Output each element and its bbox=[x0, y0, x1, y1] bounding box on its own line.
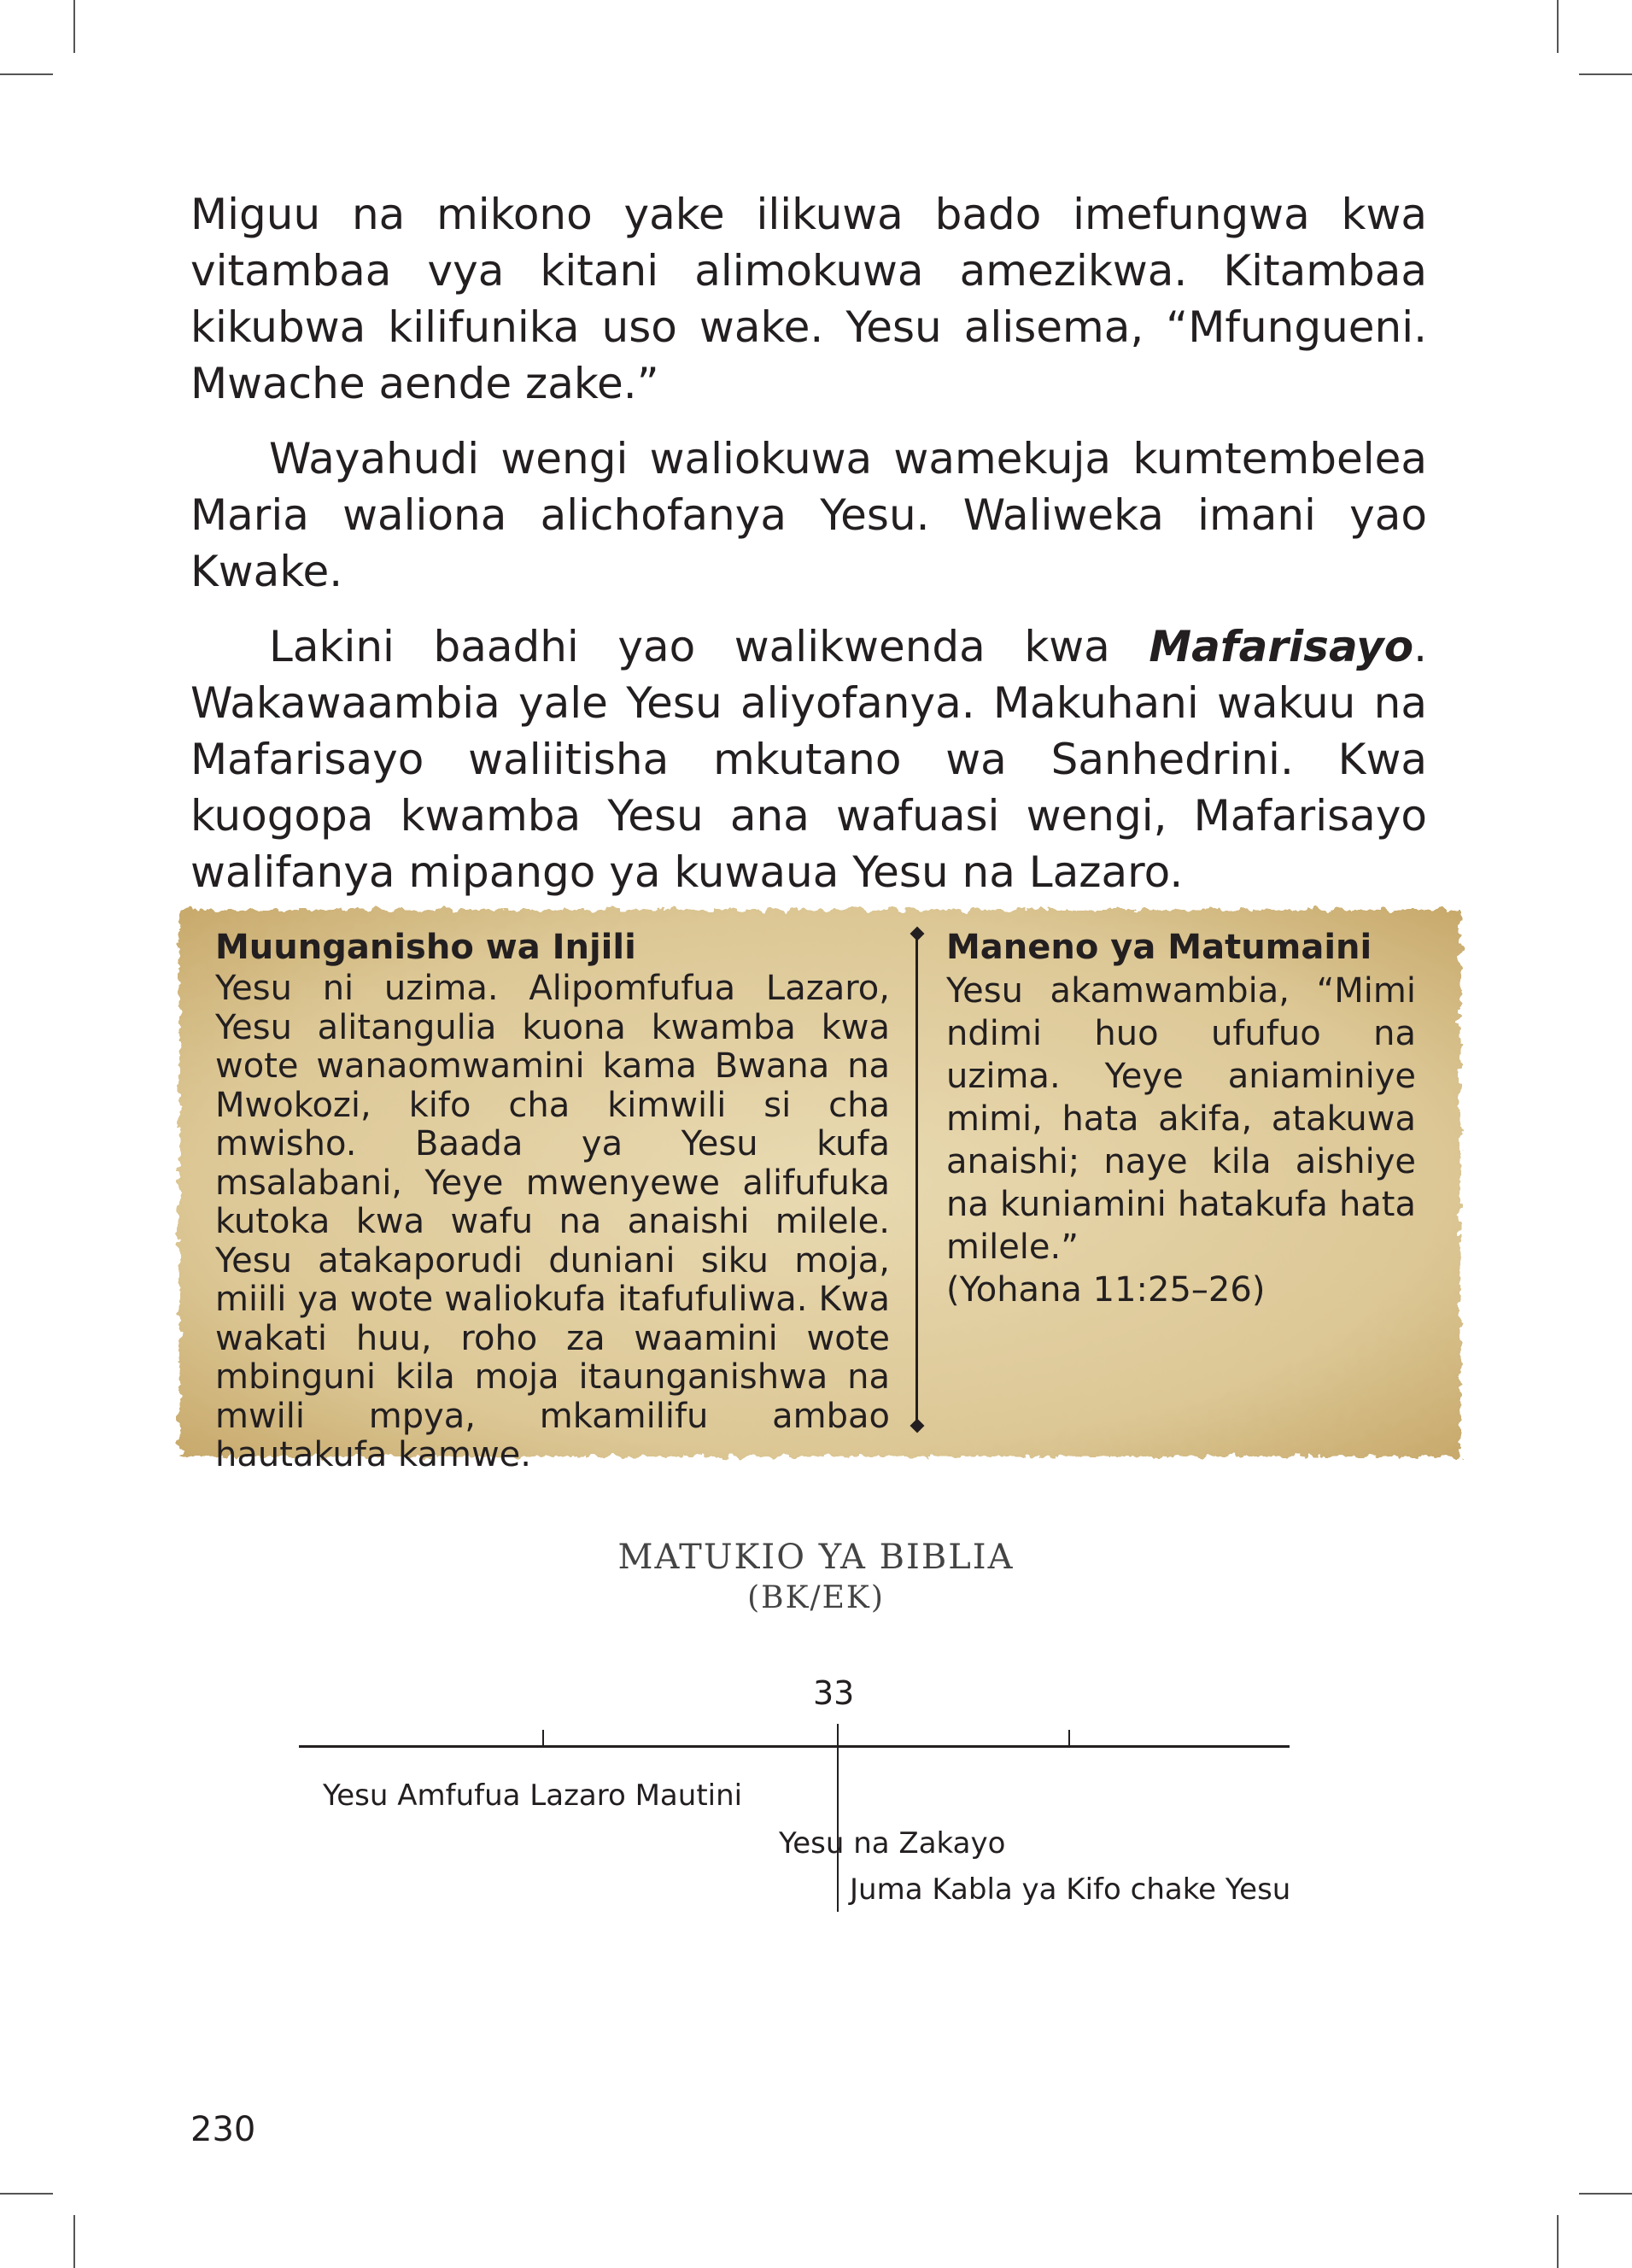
paragraph-3-start: Lakini baadhi yao walikwenda kwa bbox=[269, 622, 1149, 671]
timeline-subtitle: (BK/EK) bbox=[747, 1580, 885, 1615]
term-mafarisayo: Mafarisayo bbox=[1149, 622, 1414, 671]
timeline-tick bbox=[1068, 1730, 1070, 1745]
timeline-year-marker bbox=[837, 1724, 839, 1912]
timeline-title: MATUKIO YA BIBLIA bbox=[617, 1538, 1015, 1577]
timeline-tick bbox=[542, 1730, 544, 1745]
paragraph-3-end: . Wakawaambia yale Yesu aliyofanya. Makuhani wakuu na Mafarisayo waliitisha mkutano wa Sanhedrini. Kwa kuogopa kwamba Yesu ana wafuasi wengi, Mafarisayo walifanya mipango ya kuwaua Yesu na Lazaro. bbox=[190, 622, 1427, 897]
column-divider bbox=[915, 935, 918, 1422]
timeline-axis bbox=[299, 1745, 1290, 1748]
paragraph-2: Wayahudi wengi waliokuwa wamekuja kumtembelea Maria waliona alichofanya Yesu. Waliweka imani yao Kwake. bbox=[190, 434, 1427, 596]
gospel-connection-heading: Muunganisho wa Injili bbox=[215, 928, 636, 967]
timeline-year: 33 bbox=[813, 1674, 855, 1712]
gospel-connection-text: Yesu ni uzima. Alipomfufua Lazaro, Yesu alitangulia kuona kwamba kwa wote wanaomwamini kama Bwana na Mwokozi, kifo cha kimwili si cha mwisho. Baada ya Yesu kufa msalabani, Yeye mwenyewe alifufuka kutoka kwa wafu na anaishi milele. Yesu atakaporudi duniani siku moja, miili ya wote waliokufa itafufuliwa. Kwa wakati huu, roho za waamini wote mbinguni kila moja itaunganishwa na mwili mpya, mkamilifu ambao hautakufa kamwe. bbox=[215, 969, 890, 1474]
words-of-hope-heading: Maneno ya Matumaini bbox=[946, 928, 1372, 967]
crop-mark bbox=[0, 2193, 53, 2195]
parchment-box bbox=[171, 901, 1469, 1474]
words-of-hope-text: Yesu akamwambia, “Mimi ndimi huo ufufuo na uzima. Yeye aniaminiye mimi, hata akifa, atakuwa anaishi; naye kila aishiye na kuniamini hatakufa hata milele.” bbox=[946, 971, 1416, 1267]
scripture-reference: (Yohana 11:25–26) bbox=[946, 1270, 1266, 1310]
crop-mark bbox=[1557, 2215, 1559, 2268]
timeline-event-lazarus: Yesu Amfufua Lazaro Mautini bbox=[323, 1779, 743, 1813]
crop-mark bbox=[1557, 0, 1559, 53]
timeline-event-last-week: Juma Kabla ya Kifo chake Yesu bbox=[850, 1872, 1291, 1907]
story-text bbox=[190, 186, 1427, 919]
crop-mark bbox=[73, 2215, 75, 2268]
crop-mark bbox=[1579, 73, 1632, 75]
crop-mark bbox=[1579, 2193, 1632, 2195]
paragraph-3 bbox=[190, 618, 1427, 900]
paragraph-1: Miguu na mikono yake ilikuwa bado imefungwa kwa vitambaa vya kitani alimokuwa amezikwa. Kitambaa kikubwa kilifunika uso wake. Yesu alisema, “Mfungueni. Mwache aende zake.” bbox=[190, 190, 1427, 408]
words-of-hope bbox=[946, 927, 1416, 1311]
crop-mark bbox=[0, 73, 53, 75]
gospel-connection bbox=[215, 927, 890, 1475]
crop-mark bbox=[73, 0, 75, 53]
timeline-event-zacchaeus: Yesu na Zakayo bbox=[779, 1826, 1006, 1861]
page-number: 230 bbox=[190, 2110, 256, 2149]
